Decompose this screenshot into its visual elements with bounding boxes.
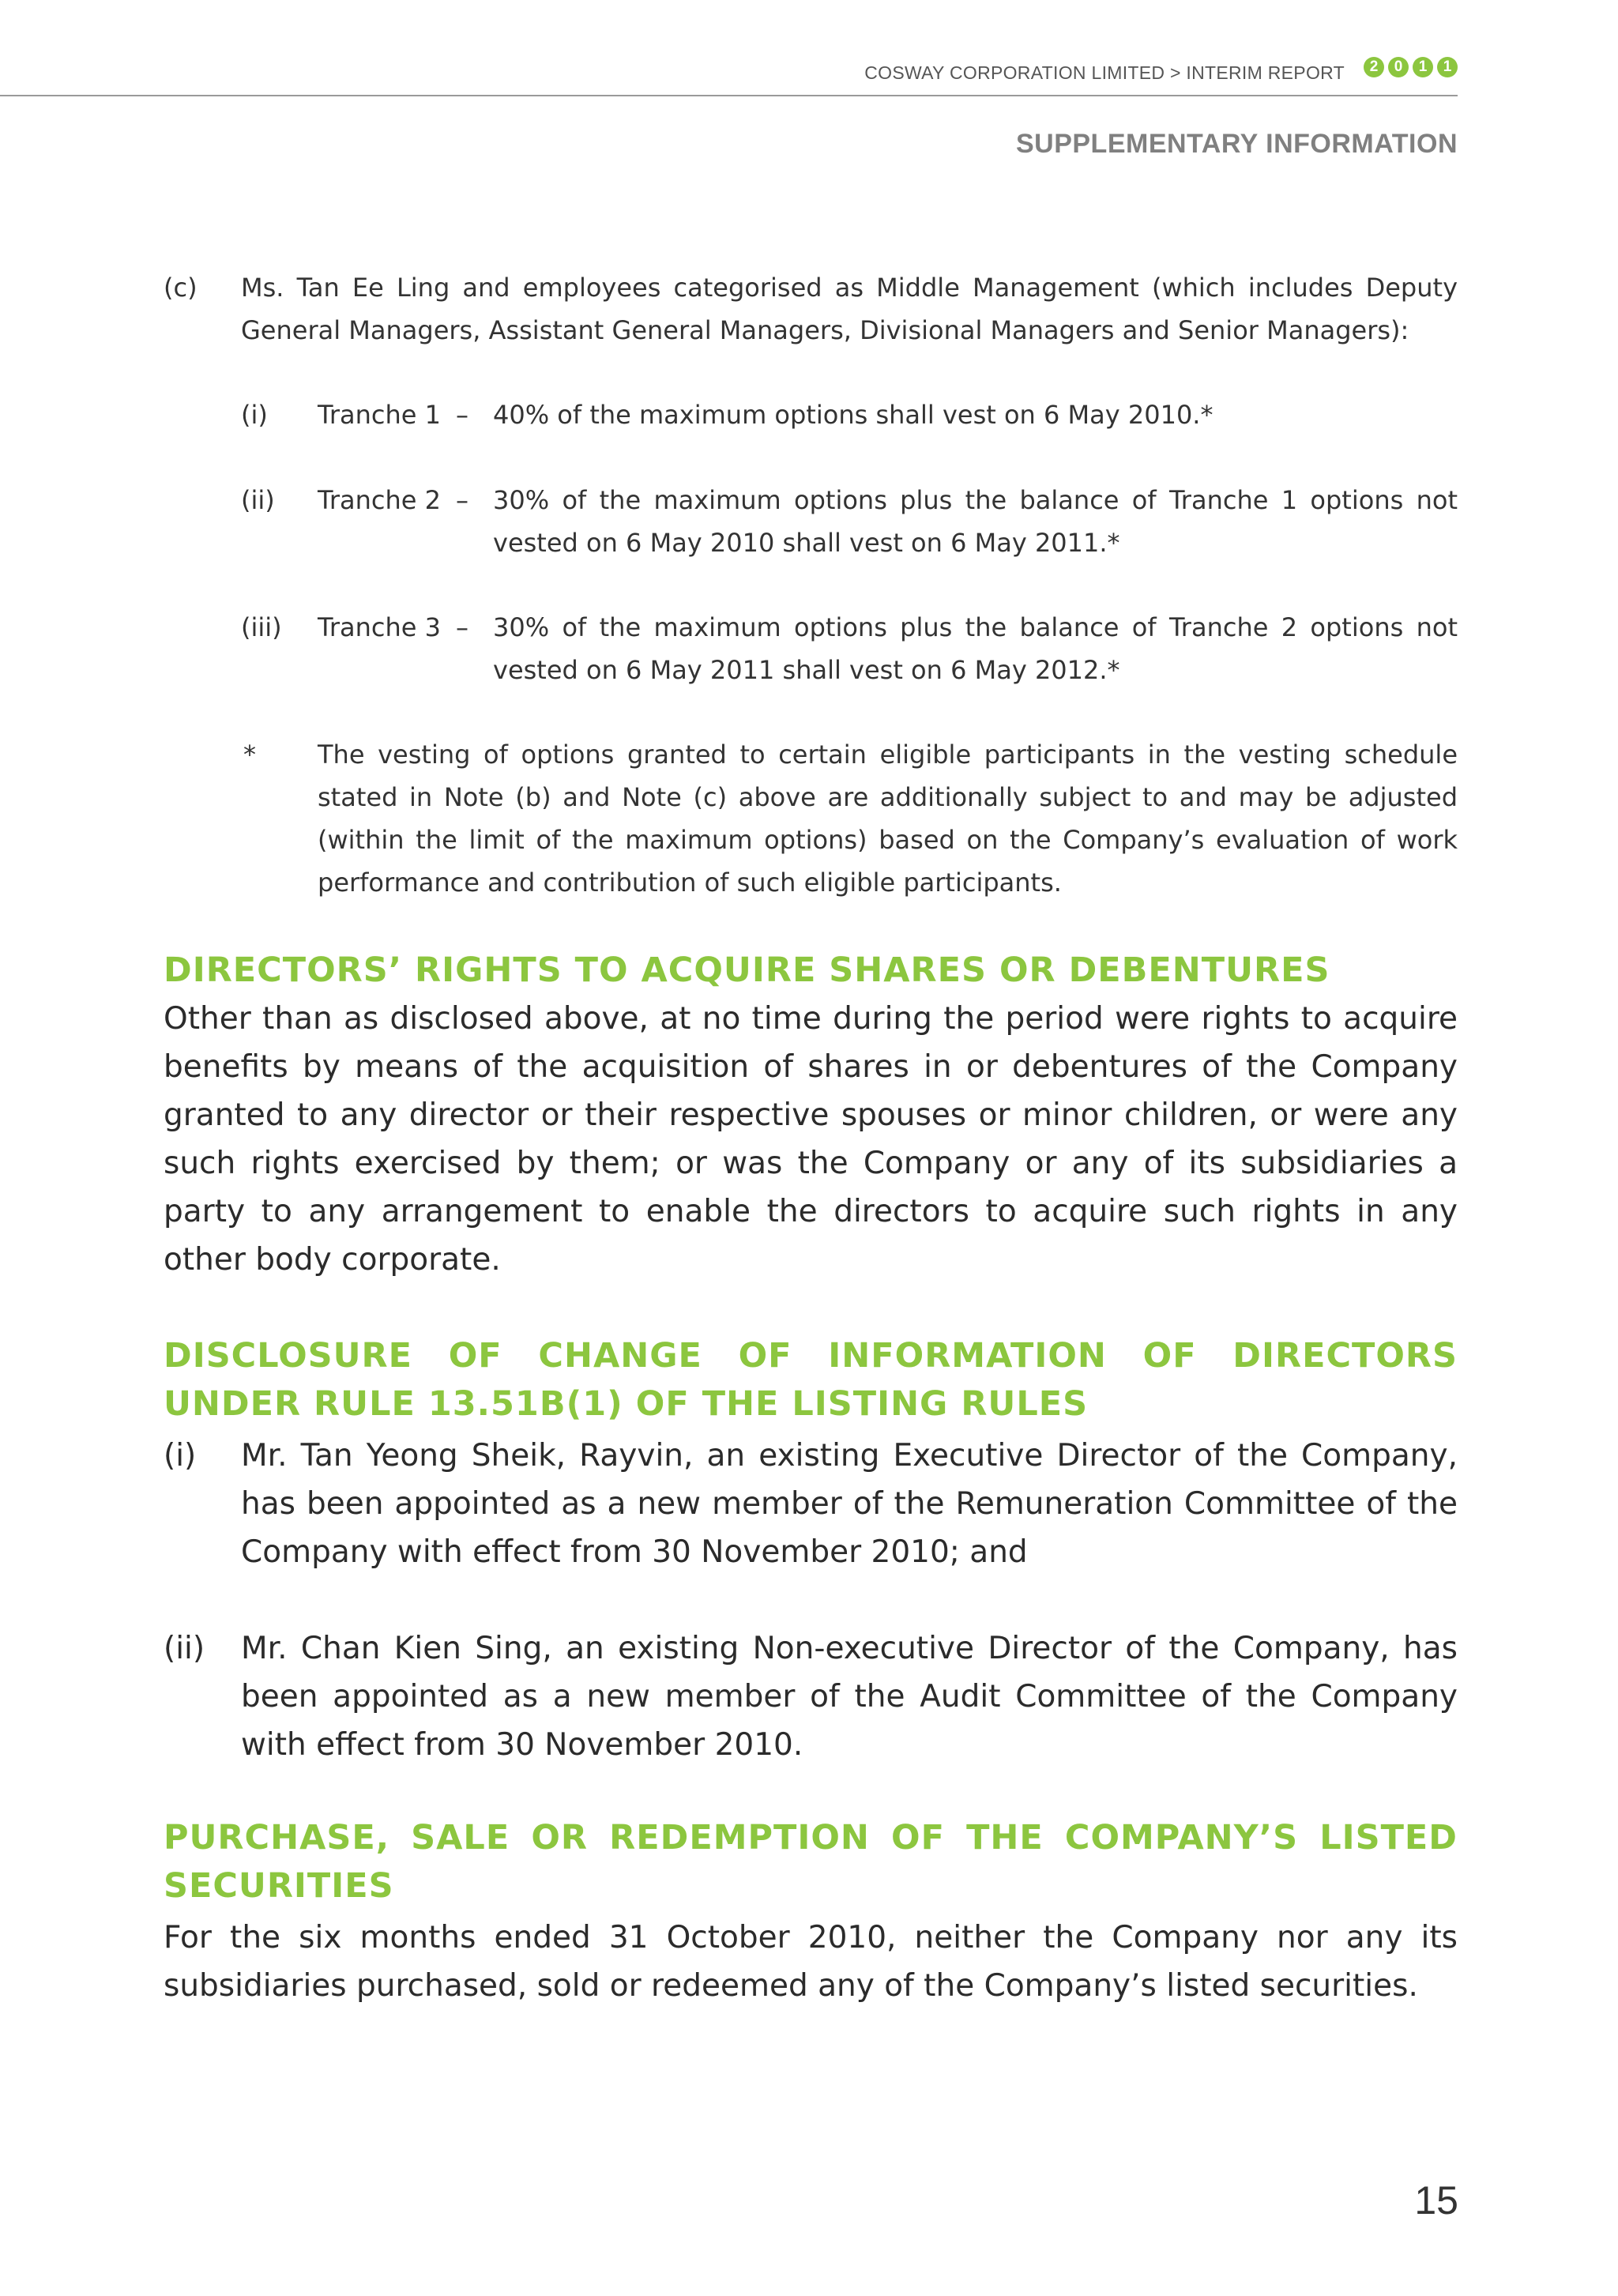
footnote-mark: * (243, 740, 256, 770)
section-title: SUPPLEMENTARY INFORMATION (1015, 129, 1458, 159)
year-digit: 1 (1413, 57, 1433, 77)
header-rule (0, 95, 1458, 96)
report-year-badge (1364, 57, 1458, 77)
tranche-dash: – (456, 612, 468, 642)
tranche-name: Tranche 3 (318, 612, 441, 642)
tranche-dash: – (456, 400, 468, 430)
directors-rights-heading: DIRECTORS’ RIGHTS TO ACQUIRE SHARES OR DEBENTURES (164, 950, 1330, 990)
disclosure-heading: DISCLOSURE OF CHANGE OF INFORMATION OF DIRECTORS UNDER RULE 13.51B(1) OF THE LISTING RULES (164, 1336, 1458, 1424)
tranche-number: (iii) (241, 612, 282, 642)
disclosure-item-number: (ii) (164, 1631, 205, 1666)
disclosure-item-text: Mr. Tan Yeong Sheik, Rayvin, an existing Executive Director of the Company, has been appointed as a new member of the Remuneration Committee of the Company with effect from 30 November 2010; and (241, 1438, 1458, 1570)
year-digit: 1 (1437, 57, 1458, 77)
disclosure-item-number: (i) (164, 1438, 197, 1474)
purchase-body: For the six months ended 31 October 2010, neither the Company nor any its subsidiaries purchased, sold or redeemed any of the Company’s listed securities. (164, 1920, 1458, 2004)
report-header-text: COSWAY CORPORATION LIMITED > INTERIM REPORT (864, 62, 1345, 83)
footnote-text: The vesting of options granted to certain eligible participants in the vesting schedule stated in Note (b) and Note (c) above are additionally subject to and may be adjusted (within the limit of the maximum options) based on the Company’s evaluation of work performance and contribution of such eligible participants. (318, 740, 1458, 898)
tranche-number: (ii) (241, 485, 275, 515)
note-label: (c) (164, 273, 198, 303)
directors-rights-body: Other than as disclosed above, at no time during the period were rights to acquire benefits by means of the acquisition of shares in or debentures of the Company granted to any director or their respective spouses or minor children, or were any such rights exercised by them; or was the Company or any of its subsidiaries a party to any arrangement to enable the directors to acquire such rights in any other body corporate. (164, 1001, 1458, 1278)
tranche-name: Tranche 1 (318, 400, 441, 430)
tranche-dash: – (456, 485, 468, 515)
tranche-text: 30% of the maximum options plus the balance of Tranche 2 options not vested on 6 May 2011 shall vest on 6 May 2012.* (493, 612, 1458, 685)
note-text: Ms. Tan Ee Ling and employees categorised as Middle Management (which includes Deputy General Managers, Assistant General Managers, Divisional Managers and Senior Managers): (241, 273, 1458, 345)
page-number: 15 (1414, 2178, 1458, 2223)
tranche-text: 30% of the maximum options plus the balance of Tranche 1 options not vested on 6 May 2010 shall vest on 6 May 2011.* (493, 485, 1458, 558)
tranche-name: Tranche 2 (318, 485, 441, 515)
tranche-number: (i) (241, 400, 268, 430)
tranche-text: 40% of the maximum options shall vest on 6 May 2010.* (493, 400, 1214, 430)
disclosure-item-text: Mr. Chan Kien Sing, an existing Non-executive Director of the Company, has been appointed as a new member of the Audit Committee of the Company with effect from 30 November 2010. (241, 1631, 1458, 1763)
year-digit: 0 (1388, 57, 1409, 77)
purchase-heading: PURCHASE, SALE OR REDEMPTION OF THE COMPANY’S LISTED SECURITIES (164, 1818, 1458, 1906)
year-digit: 2 (1364, 57, 1384, 77)
